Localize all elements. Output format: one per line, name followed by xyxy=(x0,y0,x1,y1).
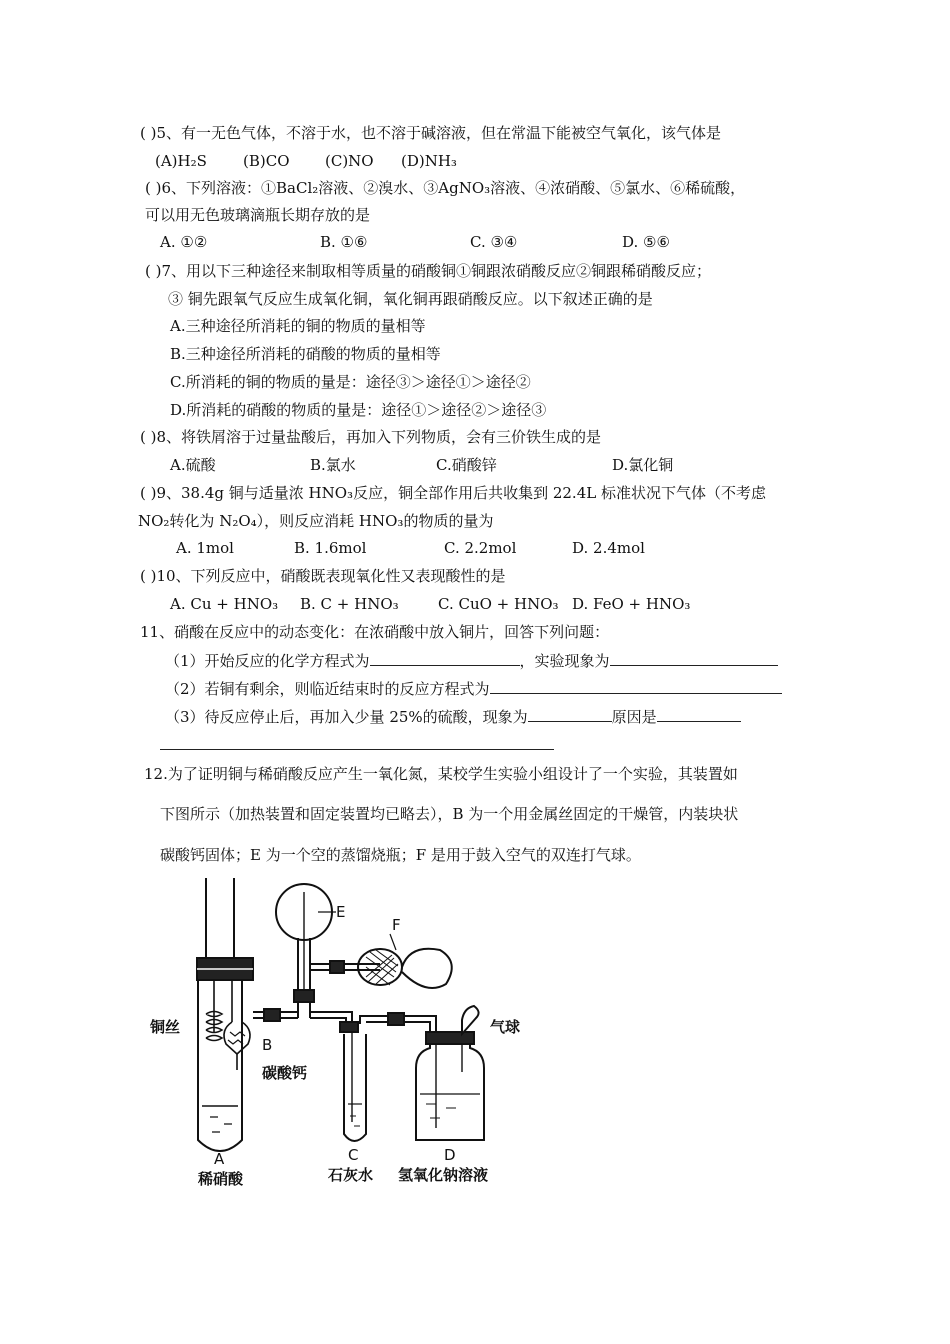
label-a-name: 稀硝酸 xyxy=(198,1170,244,1188)
label-a: A xyxy=(214,1150,225,1168)
test-tube-c xyxy=(344,1032,366,1141)
q7-option-a: A.三种途径所消耗的铜的物质的量相等 xyxy=(170,317,426,335)
q12-stem-line1: 12.为了证明铜与稀硝酸反应产生一氧化氮，某校学生实验小组设计了一个实验，其装置如 xyxy=(144,765,738,783)
label-balloon: 气球 xyxy=(490,1018,521,1036)
label-d-name: 氢氧化钠溶液 xyxy=(398,1166,489,1184)
q11-part3-phenomenon-blank[interactable] xyxy=(528,706,612,722)
label-e: E xyxy=(336,903,346,921)
q5-option-a: (A)H₂S xyxy=(155,152,207,170)
q11-part1-prompt: （1）开始反应的化学方程式为 xyxy=(165,652,370,670)
drying-tube-b xyxy=(224,980,250,1070)
q11-part2 xyxy=(165,678,782,699)
q10-options xyxy=(170,594,690,614)
q9-stem-line1: ( )9、38.4g 铜与适量浓 HNO₃反应，铜全部作用后共收集到 22.4L 标准状况下气体（不考虑 xyxy=(140,484,766,502)
label-d: D xyxy=(444,1146,456,1164)
q6-option-b: B. ①⑥ xyxy=(320,233,368,251)
q9-option-a: A. 1mol xyxy=(176,539,234,557)
q6-option-d: D. ⑤⑥ xyxy=(622,233,670,251)
q7-option-c: C.所消耗的铜的物质的量是：途径③＞途径①＞途径② xyxy=(170,373,531,391)
q6-options xyxy=(160,232,670,252)
q10-option-d: D. FeO + HNO₃ xyxy=(572,595,691,613)
label-f: F xyxy=(392,916,401,934)
q5-option-c: (C)NO xyxy=(325,152,374,170)
label-calcium-carbonate: 碳酸钙 xyxy=(262,1064,308,1082)
q8-option-a: A.硫酸 xyxy=(170,456,216,474)
q7-stem-line1: ( )7、用以下三种途径来制取相等质量的硝酸铜①铜跟浓硝酸反应②铜跟稀硝酸反应； xyxy=(145,262,712,280)
q11-title: 11、硝酸在反应中的动态变化：在浓硝酸中放入铜片，回答下列问题： xyxy=(140,623,610,641)
label-b: B xyxy=(262,1036,273,1054)
q8-option-c: C.硝酸锌 xyxy=(436,456,497,474)
q6-option-c: C. ③④ xyxy=(470,233,518,251)
test-tube-a xyxy=(197,878,253,1151)
q11-part2-prompt: （2）若铜有剩余，则临近结束时的反应方程式为 xyxy=(165,680,490,698)
flask-e xyxy=(276,884,380,1018)
q11-part1-equation-blank[interactable] xyxy=(370,650,520,666)
bellows-f xyxy=(358,934,452,988)
q11-part1-prompt2: ，实验现象为 xyxy=(519,652,610,670)
q11-part1-phenomenon-blank[interactable] xyxy=(610,650,778,666)
q11-part3-reason-blank[interactable] xyxy=(657,706,741,722)
label-copper-wire: 铜丝 xyxy=(150,1018,181,1036)
q11-part3-prompt2: 原因是 xyxy=(611,708,657,726)
q8-option-d: D.氯化铜 xyxy=(612,456,674,474)
q8-option-b: B.氯水 xyxy=(310,456,356,474)
q9-options xyxy=(176,538,645,558)
q11-part3-reason-continuation-blank[interactable] xyxy=(160,749,554,750)
label-c-name: 石灰水 xyxy=(328,1166,374,1184)
q6-stem-line1: ( )6、下列溶液：①BaCl₂溶液、②溴水、③AgNO₃溶液、④浓硝酸、⑤氯水、⑥稀硫酸， xyxy=(145,179,746,197)
bottle-d xyxy=(416,1006,484,1140)
q6-option-a: A. ①② xyxy=(160,233,208,251)
q11-part3-prompt: （3）待反应停止后，再加入少量 25%的硫酸，现象为 xyxy=(165,708,528,726)
q10-option-c: C. CuO + HNO₃ xyxy=(438,595,559,613)
q11-part2-equation-blank[interactable] xyxy=(490,678,782,694)
q9-option-c: C. 2.2mol xyxy=(444,539,517,557)
q8-options xyxy=(170,455,673,475)
q10-option-a: A. Cu + HNO₃ xyxy=(170,595,279,613)
q5-stem: ( )5、有一无色气体，不溶于水，也不溶于碱溶液，但在常温下能被空气氧化，该气体是 xyxy=(140,124,722,142)
q10-option-b: B. C + HNO₃ xyxy=(300,595,399,613)
q9-option-b: B. 1.6mol xyxy=(294,539,367,557)
q11-part3 xyxy=(165,706,741,727)
q7-option-d: D.所消耗的硝酸的物质的量是：途径①＞途径②＞途径③ xyxy=(170,401,547,419)
q7-option-b: B.三种途径所消耗的硝酸的物质的量相等 xyxy=(170,345,441,363)
q11-part1 xyxy=(165,650,778,671)
q12-stem-line3: 碳酸钙固体；E 为一个空的蒸馏烧瓶；F 是用于鼓入空气的双连打气球。 xyxy=(160,846,641,864)
q10-stem: ( )10、下列反应中，硝酸既表现氧化性又表现酸性的是 xyxy=(140,567,506,585)
q6-stem-line2: 可以用无色玻璃滴瓶长期存放的是 xyxy=(145,206,371,224)
q9-stem-line2: NO₂转化为 N₂O₄），则反应消耗 HNO₃的物质的量为 xyxy=(138,512,494,530)
label-c: C xyxy=(348,1146,359,1164)
q8-stem: ( )8、将铁屑溶于过量盐酸后，再加入下列物质，会有三价铁生成的是 xyxy=(140,428,602,446)
q5-option-b: (B)CO xyxy=(243,152,290,170)
q9-option-d: D. 2.4mol xyxy=(572,539,645,557)
q7-stem-line2: ③ 铜先跟氧气反应生成氧化铜，氧化铜再跟硝酸反应。以下叙述正确的是 xyxy=(168,290,653,308)
q5-option-d: (D)NH₃ xyxy=(401,152,457,170)
q5-options xyxy=(155,151,457,171)
copper-wire xyxy=(206,980,222,1041)
q12-stem-line2: 下图所示（加热装置和固定装置均已略去），B 为一个用金属丝固定的干燥管，内装块状 xyxy=(160,805,739,823)
apparatus-diagram xyxy=(140,872,560,1192)
